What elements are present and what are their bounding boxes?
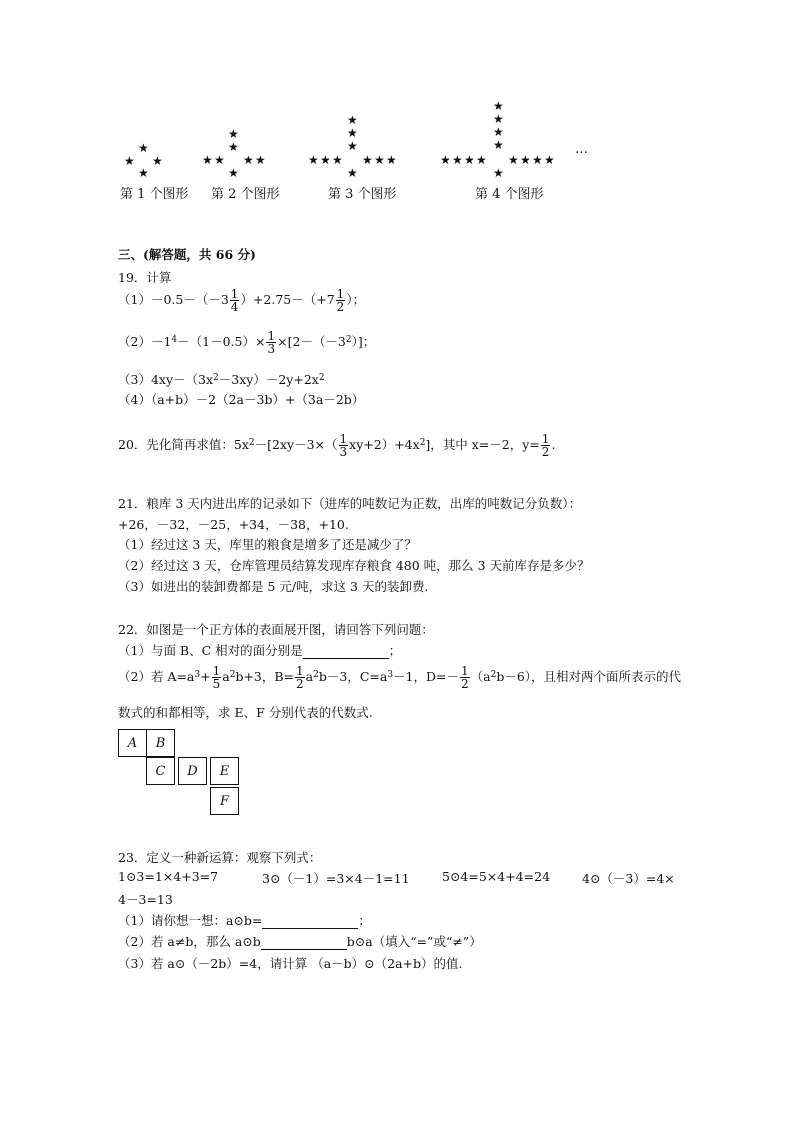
star: ★ (374, 153, 385, 167)
fraction: $\frac{1}{2}$ (336, 287, 345, 314)
star: ★ (308, 153, 319, 167)
star: ★ (362, 153, 373, 167)
question-21-part-3: （3）如进出的装卸费都是 5 元/吨，求这 3 天的装卸费. (118, 579, 429, 594)
question-23-part-2: （2）若 a≠b，那么 a⊙b b⊙a（填入“=”或“≠”） (118, 934, 482, 949)
star: ★ (440, 153, 451, 167)
question-23-example-3: 5⊙4=5×4+4=24 (442, 869, 551, 884)
fraction: $\frac{1}{3}$ (267, 329, 276, 356)
question-20: 20．先化简再求值：$5x^2-[2xy-3\times$（ $\frac{1}{3}$ $xy+2)+4x^2$]，其中 x=－2，y= $\frac{1}{2}$ . (118, 432, 556, 459)
star: ★ (544, 153, 555, 167)
fraction: $\frac{1}{2}$ (461, 664, 469, 691)
question-21-intro: 21．粮库 3 天内进出库的记录如下（进库的吨数记为正数，出库的吨数记分负数）： (118, 496, 582, 511)
star: ★ (228, 127, 239, 141)
question-23-part-3: （3）若 a⊙（－2b）=4，请计算 （a－b）⊙（2a+b）的值. (118, 956, 463, 971)
star: ★ (320, 153, 331, 167)
star: ★ (493, 125, 504, 139)
star: ★ (464, 153, 475, 167)
question-23-example-4-cont: 4－3=13 (118, 892, 173, 907)
star: ★ (508, 153, 519, 167)
star: ★ (493, 99, 504, 113)
star: ★ (493, 166, 504, 180)
star: ★ (493, 112, 504, 126)
figure-caption: 第 1 个图形 (120, 187, 189, 202)
star: ★ (202, 153, 213, 167)
question-19-title: 19．计算 (118, 270, 172, 285)
star: ★ (243, 153, 254, 167)
ellipsis: … (575, 142, 588, 157)
figure-caption: 第 2 个图形 (211, 187, 280, 202)
question-21-part-2: （2）经过这 3 天，仓库管理员结算发现库存粮食 480 吨，那么 3 天前库存是多少？ (118, 558, 590, 573)
answer-blank[interactable] (303, 644, 389, 659)
answer-blank[interactable] (261, 935, 347, 950)
star: ★ (332, 153, 343, 167)
question-23-example-1: 1⊙3=1×4+3=7 (118, 869, 219, 884)
question-22-part-1: （1）与面 B、C 相对的面分别是 ； (118, 643, 402, 658)
star: ★ (138, 166, 149, 180)
net-face-f: F (210, 787, 239, 815)
question-21-part-1: （1）经过这 3 天，库里的粮食是增多了还是减少了？ (118, 537, 417, 552)
star: ★ (347, 139, 358, 153)
net-face-c: C (146, 757, 175, 785)
star: ★ (255, 153, 266, 167)
fraction: $\frac{1}{2}$ (541, 432, 550, 459)
figure-caption: 第 3 个图形 (328, 187, 397, 202)
star: ★ (152, 154, 163, 168)
star: ★ (347, 126, 358, 140)
star: ★ (493, 138, 504, 152)
star: ★ (214, 153, 225, 167)
net-face-b: B (146, 729, 175, 757)
net-face-a: A (118, 729, 147, 757)
star: ★ (476, 153, 487, 167)
question-19-part-4: （4）（a+b）－2（2a－3b）+（3a－2b） (118, 392, 365, 407)
section-heading: 三、(解答题，共 66 分) (118, 247, 256, 262)
star: ★ (386, 153, 397, 167)
question-22-part-2: （2）若 $A=a^3+$ $\frac{1}{5}$ $a^2b+3$，B= $\frac{1}{2}$ $a^2b-3$，$C=a^3-1$，D=－ $\frac{1}{2}$ $(a^2b-6)$，且相对两个面所表示的代 (118, 664, 682, 691)
fraction: $\frac{1}{2}$ (296, 664, 304, 691)
star: ★ (347, 113, 358, 127)
question-19-part-2: $(2)-1^4-(1-0.5)\times$ $\frac{1}{3}$ $\times[2-(-3^2)]$； (118, 329, 376, 356)
figure-caption: 第 4 个图形 (475, 187, 544, 202)
star: ★ (532, 153, 543, 167)
star: ★ (452, 153, 463, 167)
answer-blank[interactable] (262, 914, 358, 929)
question-23-example-2: 3⊙（－1）=3×4－1=11 (262, 871, 410, 886)
net-face-e: E (210, 757, 239, 785)
fraction: $\frac{1}{4}$ (230, 287, 239, 314)
star: ★ (228, 166, 239, 180)
star: ★ (347, 166, 358, 180)
question-23-example-4: 4⊙（－3）=4× (582, 871, 675, 886)
question-23-part-1: （1）请你想一想：a⊙b= ； (118, 913, 371, 928)
question-21-data: +26，－32，－25，+34，－38，+10. (118, 517, 349, 532)
question-23-intro: 23．定义一种新运算：观察下列式： (118, 850, 322, 865)
question-22-part-2-cont: 数式的和都相等，求 E、F 分别代表的代数式. (118, 705, 373, 720)
star: ★ (124, 154, 135, 168)
star: ★ (520, 153, 531, 167)
question-22-intro: 22．如图是一个正方体的表面展开图，请回答下列问题： (118, 622, 434, 637)
net-face-d: D (178, 757, 207, 785)
star: ★ (138, 141, 149, 155)
fraction: $\frac{1}{3}$ (339, 432, 348, 459)
question-19-part-1: （1）－0.5－（－3 $\frac{1}{4}$ ）+2.75－（+7 $\frac{1}{2}$ ）； (118, 287, 366, 314)
question-19-part-3: $(3)4xy-(3x^2-3xy)-2y+2x^2$ (118, 372, 325, 387)
fraction: $\frac{1}{5}$ (212, 664, 221, 691)
star: ★ (228, 140, 239, 154)
